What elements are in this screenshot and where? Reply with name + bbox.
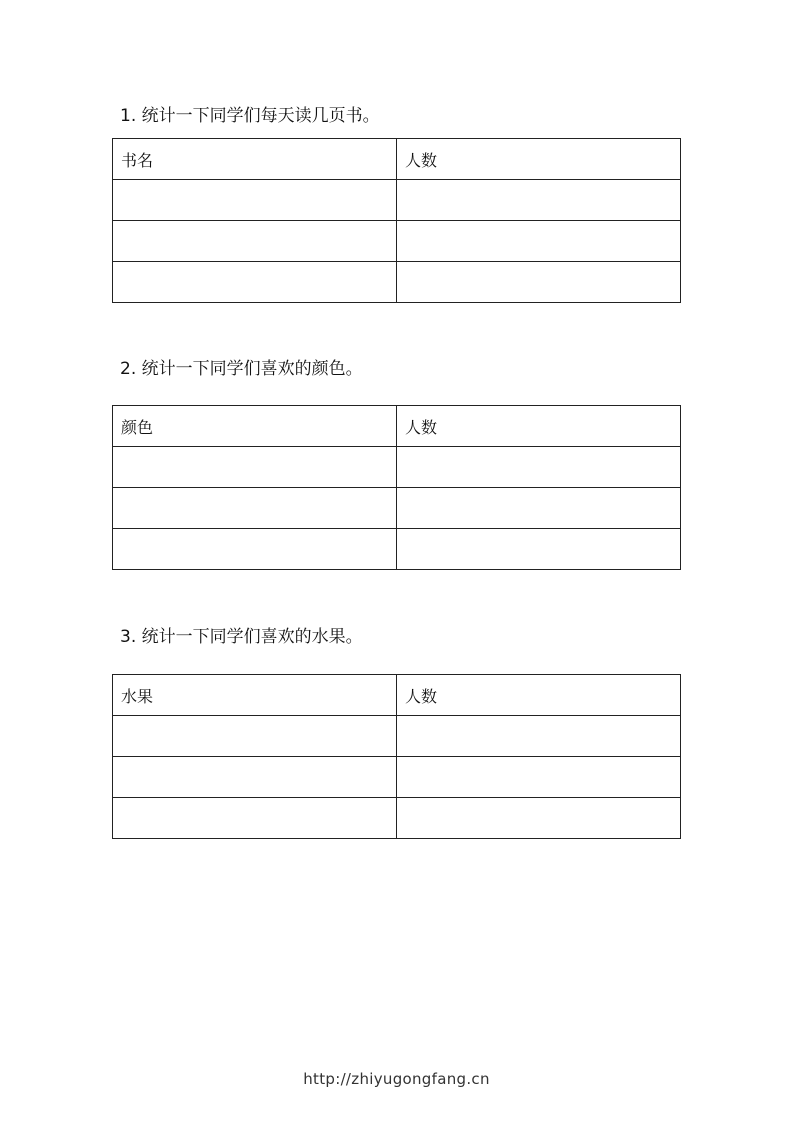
table-cell[interactable] bbox=[397, 262, 681, 303]
table-cell[interactable] bbox=[397, 798, 681, 839]
table-row bbox=[113, 798, 681, 839]
table-row bbox=[113, 757, 681, 798]
table-cell[interactable] bbox=[113, 262, 397, 303]
table-cell[interactable] bbox=[397, 529, 681, 570]
table-cell[interactable] bbox=[397, 447, 681, 488]
table-header-row bbox=[113, 406, 681, 447]
table-cell[interactable] bbox=[397, 488, 681, 529]
survey-table-2 bbox=[112, 405, 681, 570]
header-cell-count: 人数 bbox=[397, 139, 681, 180]
table-row bbox=[113, 180, 681, 221]
table-cell[interactable] bbox=[113, 488, 397, 529]
header-cell-color: 颜色 bbox=[113, 406, 397, 447]
table-cell[interactable] bbox=[397, 757, 681, 798]
table-cell[interactable] bbox=[113, 447, 397, 488]
table-header-row bbox=[113, 675, 681, 716]
table-cell[interactable] bbox=[113, 180, 397, 221]
table-cell[interactable] bbox=[113, 757, 397, 798]
table-cell[interactable] bbox=[113, 221, 397, 262]
table-row bbox=[113, 221, 681, 262]
footer-url[interactable]: http://zhiyugongfang.cn bbox=[303, 1070, 490, 1088]
header-cell-book-name: 书名 bbox=[113, 139, 397, 180]
table-cell[interactable] bbox=[397, 180, 681, 221]
table-row bbox=[113, 488, 681, 529]
table-cell[interactable] bbox=[113, 529, 397, 570]
table-cell[interactable] bbox=[113, 716, 397, 757]
header-cell-count: 人数 bbox=[397, 675, 681, 716]
table-cell[interactable] bbox=[113, 798, 397, 839]
question-1-text: 1. 统计一下同学们每天读几页书。 bbox=[120, 106, 380, 126]
survey-table-3 bbox=[112, 674, 681, 839]
table-row bbox=[113, 262, 681, 303]
table-row bbox=[113, 716, 681, 757]
question-2-text: 2. 统计一下同学们喜欢的颜色。 bbox=[120, 359, 363, 379]
survey-table-1 bbox=[112, 138, 681, 303]
table-row bbox=[113, 529, 681, 570]
table-cell[interactable] bbox=[397, 716, 681, 757]
question-3-text: 3. 统计一下同学们喜欢的水果。 bbox=[120, 627, 363, 647]
table-row bbox=[113, 447, 681, 488]
header-cell-fruit: 水果 bbox=[113, 675, 397, 716]
table-cell[interactable] bbox=[397, 221, 681, 262]
header-cell-count: 人数 bbox=[397, 406, 681, 447]
table-header-row bbox=[113, 139, 681, 180]
